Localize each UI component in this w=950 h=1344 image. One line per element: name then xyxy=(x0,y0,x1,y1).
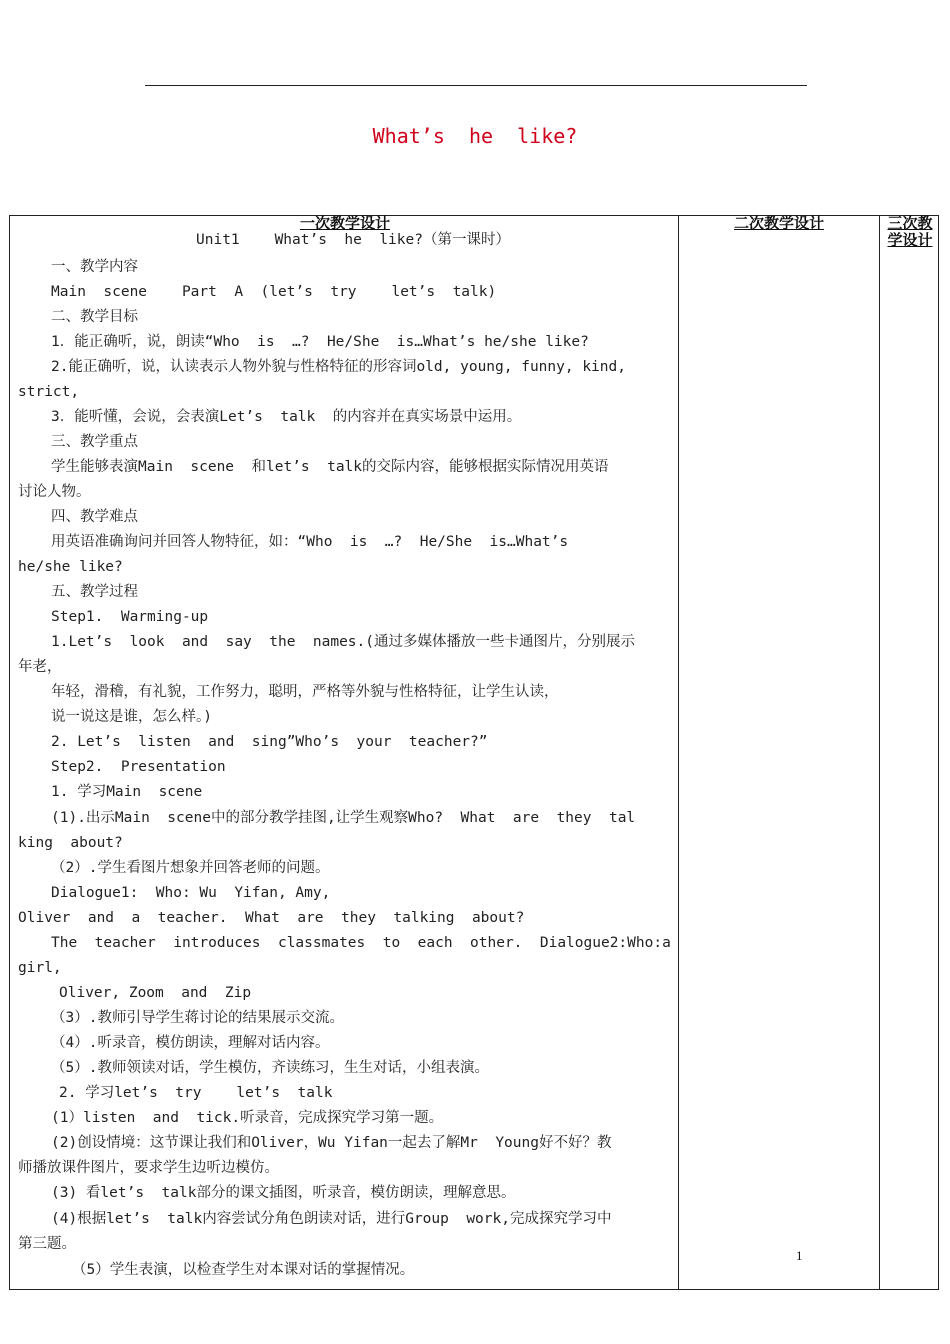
text-line: (1).出示Main scene中的部分教学挂图,让学生观察Who? What are they tal xyxy=(51,810,636,826)
text-line: 年老， xyxy=(18,659,62,675)
text-line: Oliver, Zoom and Zip xyxy=(59,985,252,1001)
header-rule xyxy=(145,85,807,86)
text-line: 学生能够表演Main scene 和let’s talk的交际内容，能够根据实际情况用英语 xyxy=(51,459,609,475)
column-divider xyxy=(879,215,880,1290)
text-line: Dialogue1: Who: Wu Yifan, Amy, xyxy=(51,885,331,901)
text-line: strict, xyxy=(18,384,80,400)
text-line: 讨论人物。 xyxy=(18,484,91,500)
text-line: 1. 学习Main scene xyxy=(51,784,203,800)
text-line: （5）.教师领读对话，学生模仿，齐读练习，生生对话，小组表演。 xyxy=(51,1060,489,1076)
text-line: Main scene Part A (let’s try let’s talk) xyxy=(51,284,497,300)
text-line: 1.Let’s look and say the names.(通过多媒体播放一些卡通图片，分别展示 xyxy=(51,634,635,650)
text-line: Oliver and a teacher. What are they talking about? xyxy=(18,910,525,926)
text-line: 2. Let’s listen and sing”Who’s your teacher?” xyxy=(51,734,488,750)
text-line: （3）.教师引导学生蒋讨论的结果展示交流。 xyxy=(51,1010,344,1026)
text-line: 2.能正确听，说，认读表示人物外貌与性格特征的形容词old, young, funny, kind, xyxy=(51,359,626,375)
column-header-first-design: 一次教学设计 xyxy=(299,214,390,232)
text-line: 四、教学难点 xyxy=(51,509,138,525)
text-line: 3．能听懂，会说，会表演Let’s talk 的内容并在真实场景中运用。 xyxy=(51,409,522,425)
column-divider xyxy=(678,215,679,1290)
text-line: 师播放课件图片，要求学生边听边模仿。 xyxy=(18,1160,279,1176)
text-line: （5）学生表演，以检查学生对本课对话的掌握情况。 xyxy=(72,1262,415,1278)
text-line: 说一说这是谁，怎么样。) xyxy=(51,709,212,725)
text-line: Unit1 What’s he like?（第一课时） xyxy=(196,232,510,248)
page-number: 1 xyxy=(796,1248,803,1263)
text-line: The teacher introduces classmates to each other. Dialogue2:Who:a xyxy=(51,935,671,951)
text-line: 五、教学过程 xyxy=(51,584,138,600)
page-title: What’s he like? xyxy=(372,124,578,148)
text-line: 年轻，滑稽，有礼貌，工作努力，聪明，严格等外貌与性格特征，让学生认读， xyxy=(51,684,559,700)
text-line: 二、教学目标 xyxy=(51,309,138,325)
text-line: king about? xyxy=(18,835,123,851)
text-line: (2)创设情境：这节课让我们和Oliver，Wu Yifan一起去了解Mr Young好不好？教 xyxy=(51,1135,612,1151)
text-line: girl, xyxy=(18,960,62,976)
text-line: （2）.学生看图片想象并回答老师的问题。 xyxy=(51,860,330,876)
text-line: (1）listen and tick.听录音，完成探究学习第一题。 xyxy=(51,1110,444,1126)
text-line: 第三题。 xyxy=(18,1236,76,1252)
text-line: 2. 学习let’s try let’s talk xyxy=(59,1085,333,1101)
text-line: 三、教学重点 xyxy=(51,434,138,450)
column-header-second-design: 二次教学设计 xyxy=(733,214,824,232)
text-line: (4)根据let’s talk内容尝试分角色朗读对话，进行Group work,完成探究学习中 xyxy=(51,1211,612,1227)
text-line: 1．能正确听，说，朗读“Who is …? He/She is…What’s he/she like? xyxy=(51,334,589,350)
text-line: Step2. Presentation xyxy=(51,759,226,775)
text-line: 一、教学内容 xyxy=(51,259,138,275)
text-line: Step1. Warming-up xyxy=(51,609,209,625)
column-header-third-design: 三次教学设计 xyxy=(887,214,933,249)
text-line: (3) 看let’s talk部分的课文插图，听录音，模仿朗读，理解意思。 xyxy=(51,1185,516,1201)
text-line: he/she like? xyxy=(18,559,123,575)
text-line: 用英语准确询问并回答人物特征，如：“Who is …? He/She is…What’s xyxy=(51,534,569,550)
text-line: （4）.听录音，模仿朗读，理解对话内容。 xyxy=(51,1035,330,1051)
